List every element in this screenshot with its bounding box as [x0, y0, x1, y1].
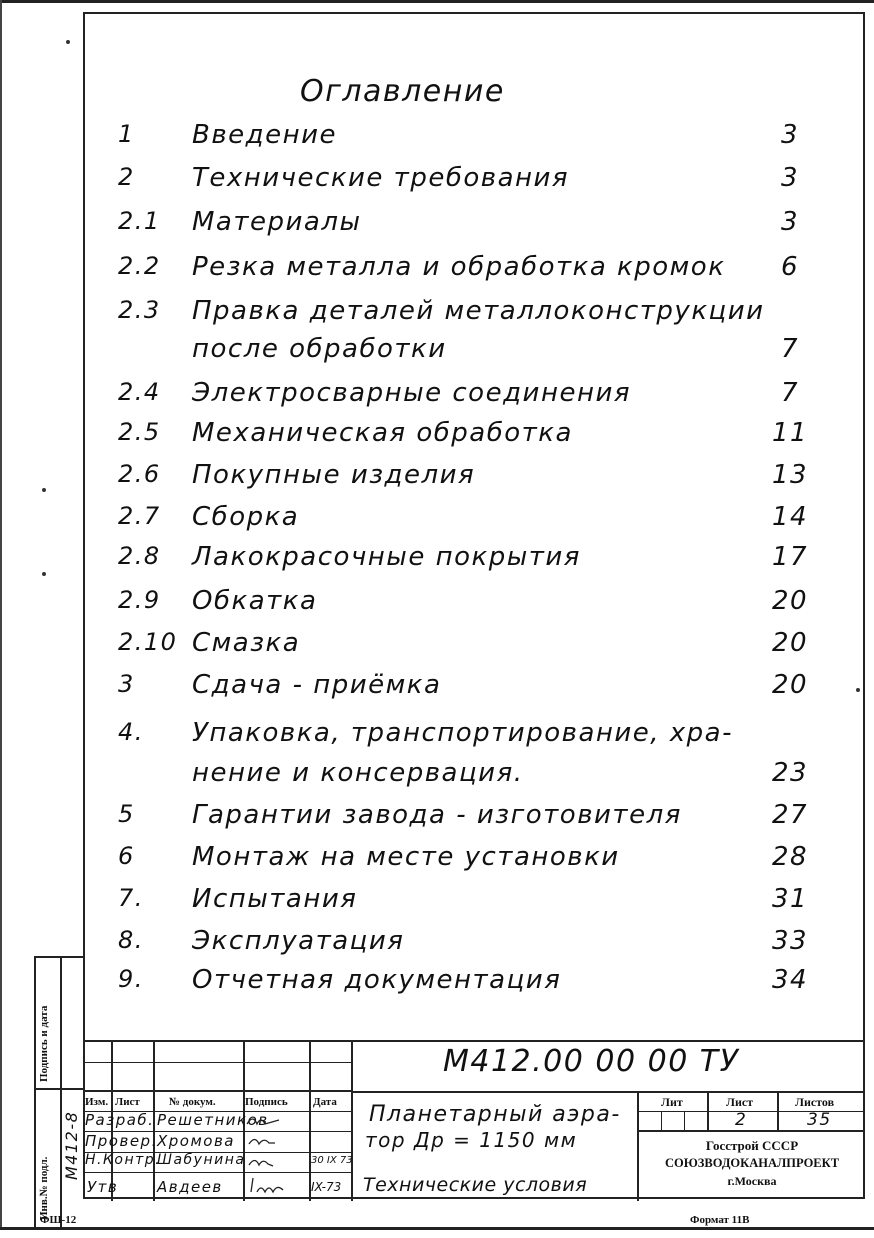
toc-title: Механическая обработка: [192, 418, 573, 448]
toc-title: Эксплуатация: [192, 926, 405, 956]
toc-number: 2: [118, 163, 135, 191]
toc-number: 2.10: [118, 628, 178, 656]
toc-number: 9.: [118, 965, 144, 993]
role-norm-control: Н.Контр.: [85, 1152, 162, 1168]
col-header-sheet: Лист: [115, 1096, 140, 1108]
role-approver: Утв: [87, 1178, 119, 1196]
col-header-signature: Подпись: [245, 1096, 288, 1108]
toc-number: 2.1: [118, 207, 161, 235]
toc-title: Смазка: [192, 628, 301, 658]
toc-title: Упаковка, транспортирование, хра-: [192, 718, 733, 748]
toc-row: [0, 418, 874, 458]
toc-page: 6: [780, 252, 800, 282]
toc-page: 3: [780, 207, 800, 237]
col-header-change: Изм.: [85, 1096, 109, 1108]
toc-row: [0, 884, 874, 924]
signature-norm-control: [249, 1161, 273, 1167]
toc-row: [0, 586, 874, 626]
toc-page: 13: [771, 460, 809, 490]
toc-title: Правка деталей металлоконструкции: [192, 296, 765, 326]
toc-title: Гарантии завода - изготовителя: [192, 800, 682, 830]
signature-checker: [249, 1140, 275, 1145]
page-title: Оглавление: [300, 74, 505, 109]
col-header-doc-no: № докум.: [169, 1096, 216, 1108]
toc-row: [0, 965, 874, 1005]
format-label: Формат 11В: [690, 1214, 750, 1226]
toc-number: 2.7: [118, 502, 161, 530]
toc-page: 14: [771, 502, 809, 532]
toc-title: Отчетная документация: [192, 965, 562, 995]
toc-row: [0, 460, 874, 500]
org-city: г.Москва: [727, 1174, 777, 1188]
toc-title: Обкатка: [192, 586, 318, 616]
toc-row: [0, 758, 874, 798]
toc-row: [0, 296, 874, 336]
product-name-line3: Технические условия: [363, 1174, 588, 1196]
date-approver: IX-73: [311, 1180, 342, 1194]
product-name-line2: тор Др = 1150 мм: [365, 1128, 578, 1152]
toc-row: [0, 252, 874, 292]
toc-row: [0, 842, 874, 882]
toc-title: Сдача - приёмка: [192, 670, 442, 700]
side-label-inventory: Инв.№ подл.: [38, 1156, 50, 1220]
toc-title: Лакокрасочные покрытия: [192, 542, 581, 572]
toc-number: 2.6: [118, 460, 161, 488]
sheet-bottom-edge: [0, 1227, 874, 1230]
product-name-line1: Планетарный аэра-: [369, 1102, 621, 1127]
col-header-date: Дата: [313, 1096, 337, 1108]
toc-number: 4.: [118, 718, 144, 746]
toc-page: 17: [771, 542, 809, 572]
toc-page: 3: [780, 120, 800, 150]
toc-title: нение и консервация.: [192, 758, 524, 788]
toc-page: 20: [771, 628, 809, 658]
toc-row: [0, 207, 874, 247]
signature-developer: [247, 1119, 279, 1124]
role-checker: Провер.: [85, 1132, 158, 1150]
toc-page: 7: [780, 378, 800, 408]
sheet-top-edge: [0, 0, 874, 3]
toc-page: 33: [771, 926, 809, 956]
name-approver: Авдеев: [157, 1178, 223, 1196]
toc-number: 7.: [118, 884, 144, 912]
toc-number: 2.5: [118, 418, 161, 446]
toc-number: 1: [118, 120, 135, 148]
org-institute: СОЮЗВОДОКАНАЛПРОЕКТ: [664, 1156, 840, 1170]
name-developer: Решетников: [157, 1111, 269, 1129]
side-label-signature-date: Подпись и дата: [38, 1005, 50, 1082]
toc-number: 5: [118, 800, 135, 828]
sheets-value: 35: [807, 1110, 832, 1130]
sheets-label: Листов: [795, 1095, 835, 1109]
date-norm-control: 30 IX 73: [311, 1155, 353, 1166]
side-column-divider: [34, 956, 36, 1228]
side-column-divider: [34, 956, 84, 958]
toc-number: 2.3: [118, 296, 161, 324]
toc-title: Введение: [192, 120, 338, 150]
toc-page: 27: [771, 800, 809, 830]
toc-number: 2.4: [118, 378, 161, 406]
toc-title: Технические требования: [192, 163, 570, 193]
toc-row: [0, 120, 874, 160]
toc-page: 20: [771, 586, 809, 616]
toc-page: 28: [771, 842, 809, 872]
toc-number: 2.9: [118, 586, 161, 614]
toc-row: [0, 163, 874, 203]
toc-row: [0, 378, 874, 418]
toc-page: 31: [771, 884, 809, 914]
form-code: ФШ-12: [40, 1214, 77, 1226]
toc-page: 20: [771, 670, 809, 700]
toc-number: 2.8: [118, 542, 161, 570]
toc-number: 8.: [118, 926, 144, 954]
side-column-divider: [60, 956, 62, 1228]
toc-row: [0, 542, 874, 582]
toc-title: Покупные изделия: [192, 460, 476, 490]
title-block: [83, 1040, 865, 1201]
margin-mark: [66, 40, 70, 44]
toc-title: Электросварные соединения: [192, 378, 631, 408]
document-code: М412.00 00 00 ТУ: [443, 1044, 740, 1079]
sheet-label: Лист: [726, 1095, 754, 1109]
side-inventory-value: М412-8: [62, 1110, 81, 1180]
name-checker: Хромова: [157, 1132, 235, 1150]
toc-page: 7: [780, 334, 800, 364]
role-developer: Разраб.: [85, 1111, 155, 1129]
toc-number: 6: [118, 842, 135, 870]
sheet-value: 2: [735, 1110, 748, 1130]
org-ministry: Госстрой СССР: [705, 1138, 799, 1153]
toc-page: 34: [771, 965, 809, 995]
signatures-svg: [83, 1042, 353, 1201]
toc-row: [0, 334, 874, 374]
toc-page: 3: [780, 163, 800, 193]
toc-number: 3: [118, 670, 135, 698]
toc-row: [0, 718, 874, 758]
signature-approver: [251, 1178, 283, 1192]
name-norm-control: Шабунина: [157, 1152, 246, 1168]
toc-row: [0, 800, 874, 840]
toc-title: Монтаж на месте установки: [192, 842, 620, 872]
toc-number: 2.2: [118, 252, 161, 280]
toc-row: [0, 926, 874, 966]
toc-page: 11: [771, 418, 809, 448]
toc-row: [0, 670, 874, 710]
toc-title: после обработки: [192, 334, 447, 364]
toc-row: [0, 628, 874, 668]
lit-label: Лит: [661, 1095, 683, 1109]
toc-title: Материалы: [192, 207, 362, 237]
toc-title: Сборка: [192, 502, 300, 532]
toc-page: 23: [771, 758, 809, 788]
toc-row: [0, 502, 874, 542]
side-column-divider: [34, 1088, 84, 1090]
toc-title: Испытания: [192, 884, 358, 914]
toc-title: Резка металла и обработка кромок: [192, 252, 726, 282]
